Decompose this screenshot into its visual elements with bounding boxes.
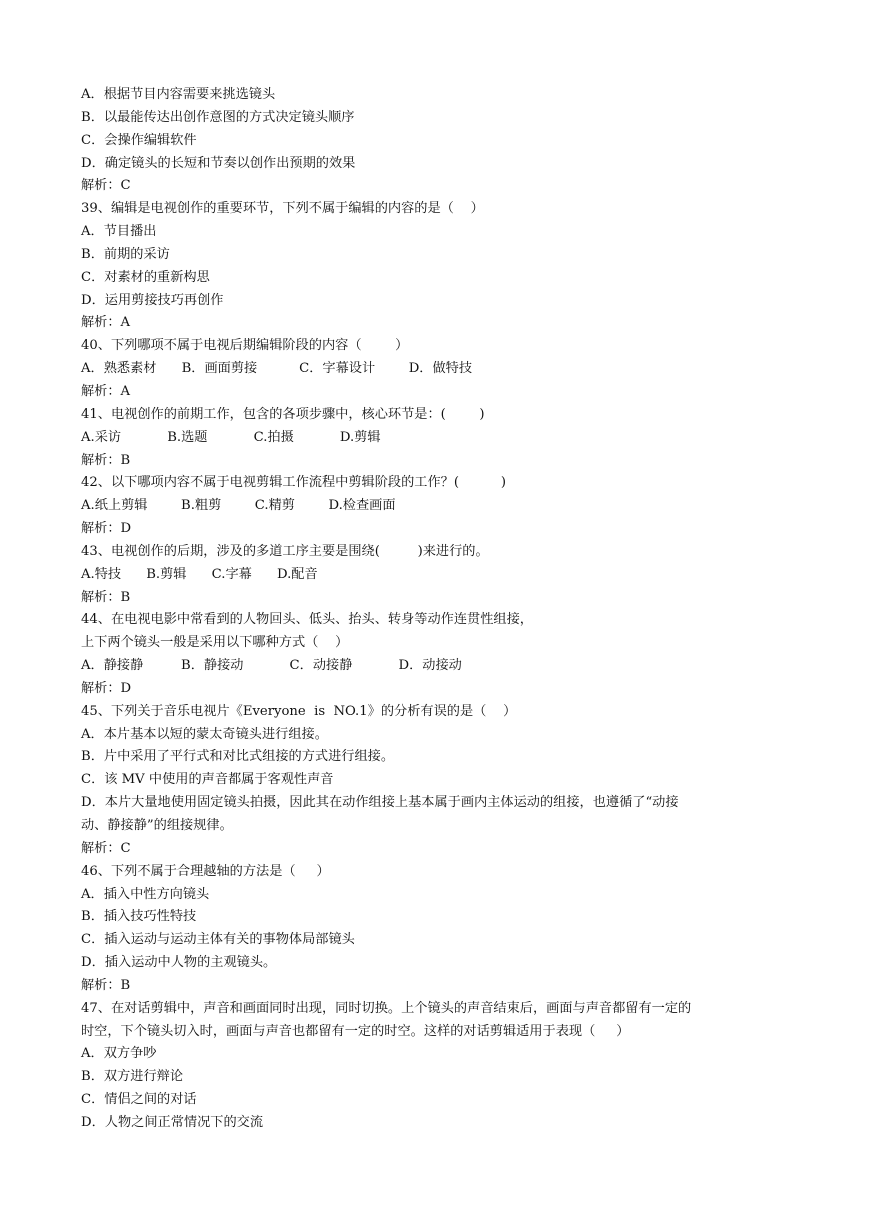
text-line: C．插入运动与运动主体有关的事物体局部镜头 (81, 932, 355, 948)
text-line: D．确定镜头的长短和节奏以创作出预期的效果 (81, 155, 356, 171)
text-line: C．该 MV 中使用的声音都属于客观性声音 (81, 772, 334, 788)
text-line: 解析：D (81, 521, 132, 537)
text-line: 解析：A (81, 383, 131, 399)
text-line: A．插入中性方向镜头 (81, 886, 210, 902)
text-line: A．根据节目内容需要来挑选镜头 (81, 87, 276, 102)
text-line: 上下两个镜头一般是采用以下哪种方式（ ） (81, 635, 349, 651)
text-line: 41、电视创作的前期工作，包含的各项步骤中，核心环节是：( ) (81, 406, 485, 422)
text-line: B．片中采用了平行式和对比式组接的方式进行组接。 (81, 749, 395, 765)
text-line: D．插入运动中人物的主观镜头。 (81, 955, 277, 971)
text-line: 解析：C (81, 178, 131, 194)
text-line: B．以最能传达出创作意图的方式决定镜头顺序 (81, 109, 355, 125)
text-line: 46、下列不属于合理越轴的方法是（ ） (81, 863, 330, 879)
text-line: 解析：D (81, 680, 132, 696)
text-line: A．本片基本以短的蒙太奇镜头进行组接。 (81, 726, 328, 742)
text-line: D．运用剪接技巧再创作 (81, 292, 224, 308)
text-line: 40、下列哪项不属于电视后期编辑阶段的内容（ ） (81, 338, 409, 354)
text-line: 动、静接静”的组接规律。 (81, 818, 233, 833)
text-line: 47、在对话剪辑中，声音和画面同时出现，同时切换。上个镜头的声音结束后，画面与声音都留有一定的 (81, 1000, 692, 1016)
text-line: A.采访 B.选题 C.拍摄 D.剪辑 (81, 429, 381, 445)
text-line: 时空，下个镜头切入时，画面与声音也都留有一定的时空。这样的对话剪辑适用于表现（ ） (81, 1023, 630, 1039)
text-line: C．情侣之间的对话 (81, 1092, 197, 1108)
text-line: A．双方争吵 (81, 1046, 157, 1062)
text-line: A．熟悉素材 B．画面剪接 C．字幕设计 D．做特技 (81, 361, 473, 377)
text-line: 39、编辑是电视创作的重要环节，下列不属于编辑的内容的是（ ） (81, 201, 484, 217)
text-line: 解析：B (81, 452, 131, 468)
text-line: 解析：C (81, 840, 131, 856)
text-line: B．双方进行辩论 (81, 1069, 184, 1085)
text-line: A．节目播出 (81, 224, 157, 240)
text-line: 解析：B (81, 589, 131, 605)
text-line: 解析：A (81, 315, 131, 331)
text-line: 解析：B (81, 977, 131, 993)
text-line: A．静接静 B．静接动 C．动接静 D．动接动 (81, 658, 462, 674)
text-line: 44、在电视电影中常看到的人物回头、低头、抬头、转身等动作连贯性组接， (81, 612, 533, 628)
text-line: C．对素材的重新构思 (81, 269, 210, 285)
text-line: 43、电视创作的后期，涉及的多道工序主要是围绕( )来进行的。 (81, 543, 489, 559)
text-line: 42、以下哪项内容不属于电视剪辑工作流程中剪辑阶段的工作？( ) (81, 475, 507, 491)
text-line: B．插入技巧性特技 (81, 909, 197, 925)
text-line: C．会操作编辑软件 (81, 132, 197, 148)
question-text-block (81, 84, 801, 1135)
text-line: A.特技 B.剪辑 C.字幕 D.配音 (81, 566, 318, 582)
text-line: B．前期的采访 (81, 246, 170, 262)
text-line: A.纸上剪辑 B.粗剪 C.精剪 D.检查画面 (81, 498, 396, 514)
text-line: D．本片大量地使用固定镜头拍摄，因此其在动作组接上基本属于画内主体运动的组接，也遵循了“动接 (81, 795, 679, 811)
text-line: 45、下列关于音乐电视片《Everyone is NO.1》的分析有误的是（ ） (81, 703, 517, 719)
text-line: D．人物之间正常情况下的交流 (81, 1114, 264, 1130)
